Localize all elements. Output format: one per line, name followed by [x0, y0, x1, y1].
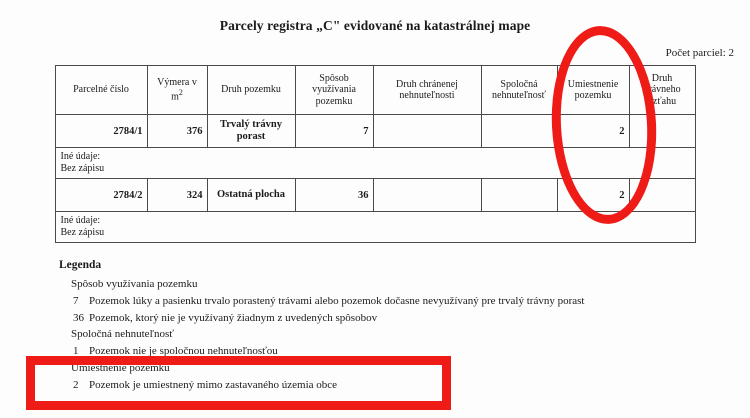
- table-note-row: [55, 212, 695, 243]
- legend-item-text: Pozemok nie je spoločnou nehnuteľnosťou: [89, 345, 278, 358]
- legend-item: [55, 294, 695, 310]
- cell-common: [481, 179, 557, 212]
- legend-group-placement-title: Umiestnenie pozemku: [71, 362, 170, 375]
- cell-parcel-number: 2784/1: [55, 115, 147, 148]
- table-row: [55, 179, 695, 212]
- cell-area: 376: [147, 115, 207, 148]
- table-row: [55, 115, 695, 148]
- cell-land-type: Trvalý trávny porast: [207, 115, 295, 148]
- legend-item: [55, 378, 695, 394]
- legend-item-key: 1: [73, 345, 79, 358]
- cell-protected: [373, 179, 481, 212]
- legend-section: [55, 257, 695, 394]
- column-header-protected: Druh chránenej nehnuteľnosti: [373, 66, 481, 115]
- column-header-placement: Umiestnenie pozemku: [557, 66, 629, 115]
- legend-item-key: 7: [73, 294, 79, 307]
- parcel-count-label: Počet parciel: 2: [665, 47, 734, 59]
- legend-group-usage-title: Spôsob využívania pozemku: [71, 277, 198, 290]
- column-header-parcel-number: Parcelné číslo: [55, 66, 147, 115]
- legend-item: [55, 344, 695, 360]
- column-header-usage: Spôsob využívania pozemku: [295, 66, 373, 115]
- cell-placement: 2: [557, 115, 629, 148]
- note-value: Bez zápisu: [60, 163, 105, 174]
- note-value: Bez zápisu: [60, 227, 105, 238]
- cell-note: [55, 148, 695, 179]
- legend-item-text: Pozemok, ktorý nie je využívaný žiadnym z uvedených spôsobov: [89, 311, 378, 324]
- legend-item-key: 36: [73, 311, 84, 324]
- column-header-legal: Druh právneho vzťahu: [629, 66, 695, 115]
- cell-protected: [373, 115, 481, 148]
- cell-note: [55, 212, 695, 243]
- legend-group-common-title: Spoločná nehnuteľnosť: [71, 328, 174, 341]
- table-header-row: [55, 66, 695, 115]
- legend-title: Legenda: [59, 259, 102, 271]
- column-header-land-type: Druh pozemku: [207, 66, 295, 115]
- cell-area: 324: [147, 179, 207, 212]
- cell-legal: [629, 115, 695, 148]
- cell-common: [481, 115, 557, 148]
- column-header-area: Výmera v $m^2$: [147, 66, 207, 115]
- table-note-row: [55, 148, 695, 179]
- legend-item-text: Pozemok lúky a pasienku trvalo porastený trávami alebo pozemok dočasne nevyužívaný pre trvalý trávny porast: [89, 294, 585, 307]
- cell-usage: 7: [295, 115, 373, 148]
- legend-item-key: 2: [73, 379, 79, 392]
- cell-legal: [629, 179, 695, 212]
- cell-land-type: Ostatná plocha: [207, 179, 295, 212]
- page-title: Parcely registra „C" evidované na katastrálnej mape: [219, 18, 531, 33]
- cell-placement: 2: [557, 179, 629, 212]
- legend-item: [55, 311, 695, 327]
- cell-parcel-number: 2784/2: [55, 179, 147, 212]
- legend-item-text: Pozemok je umiestnený mimo zastavaného územia obce: [89, 379, 338, 392]
- column-header-common: Spoločná nehnuteľnosť: [481, 66, 557, 115]
- note-label: Iné údaje:: [60, 151, 101, 162]
- parcels-table: [55, 65, 696, 243]
- note-label: Iné údaje:: [60, 215, 101, 226]
- cell-usage: 36: [295, 179, 373, 212]
